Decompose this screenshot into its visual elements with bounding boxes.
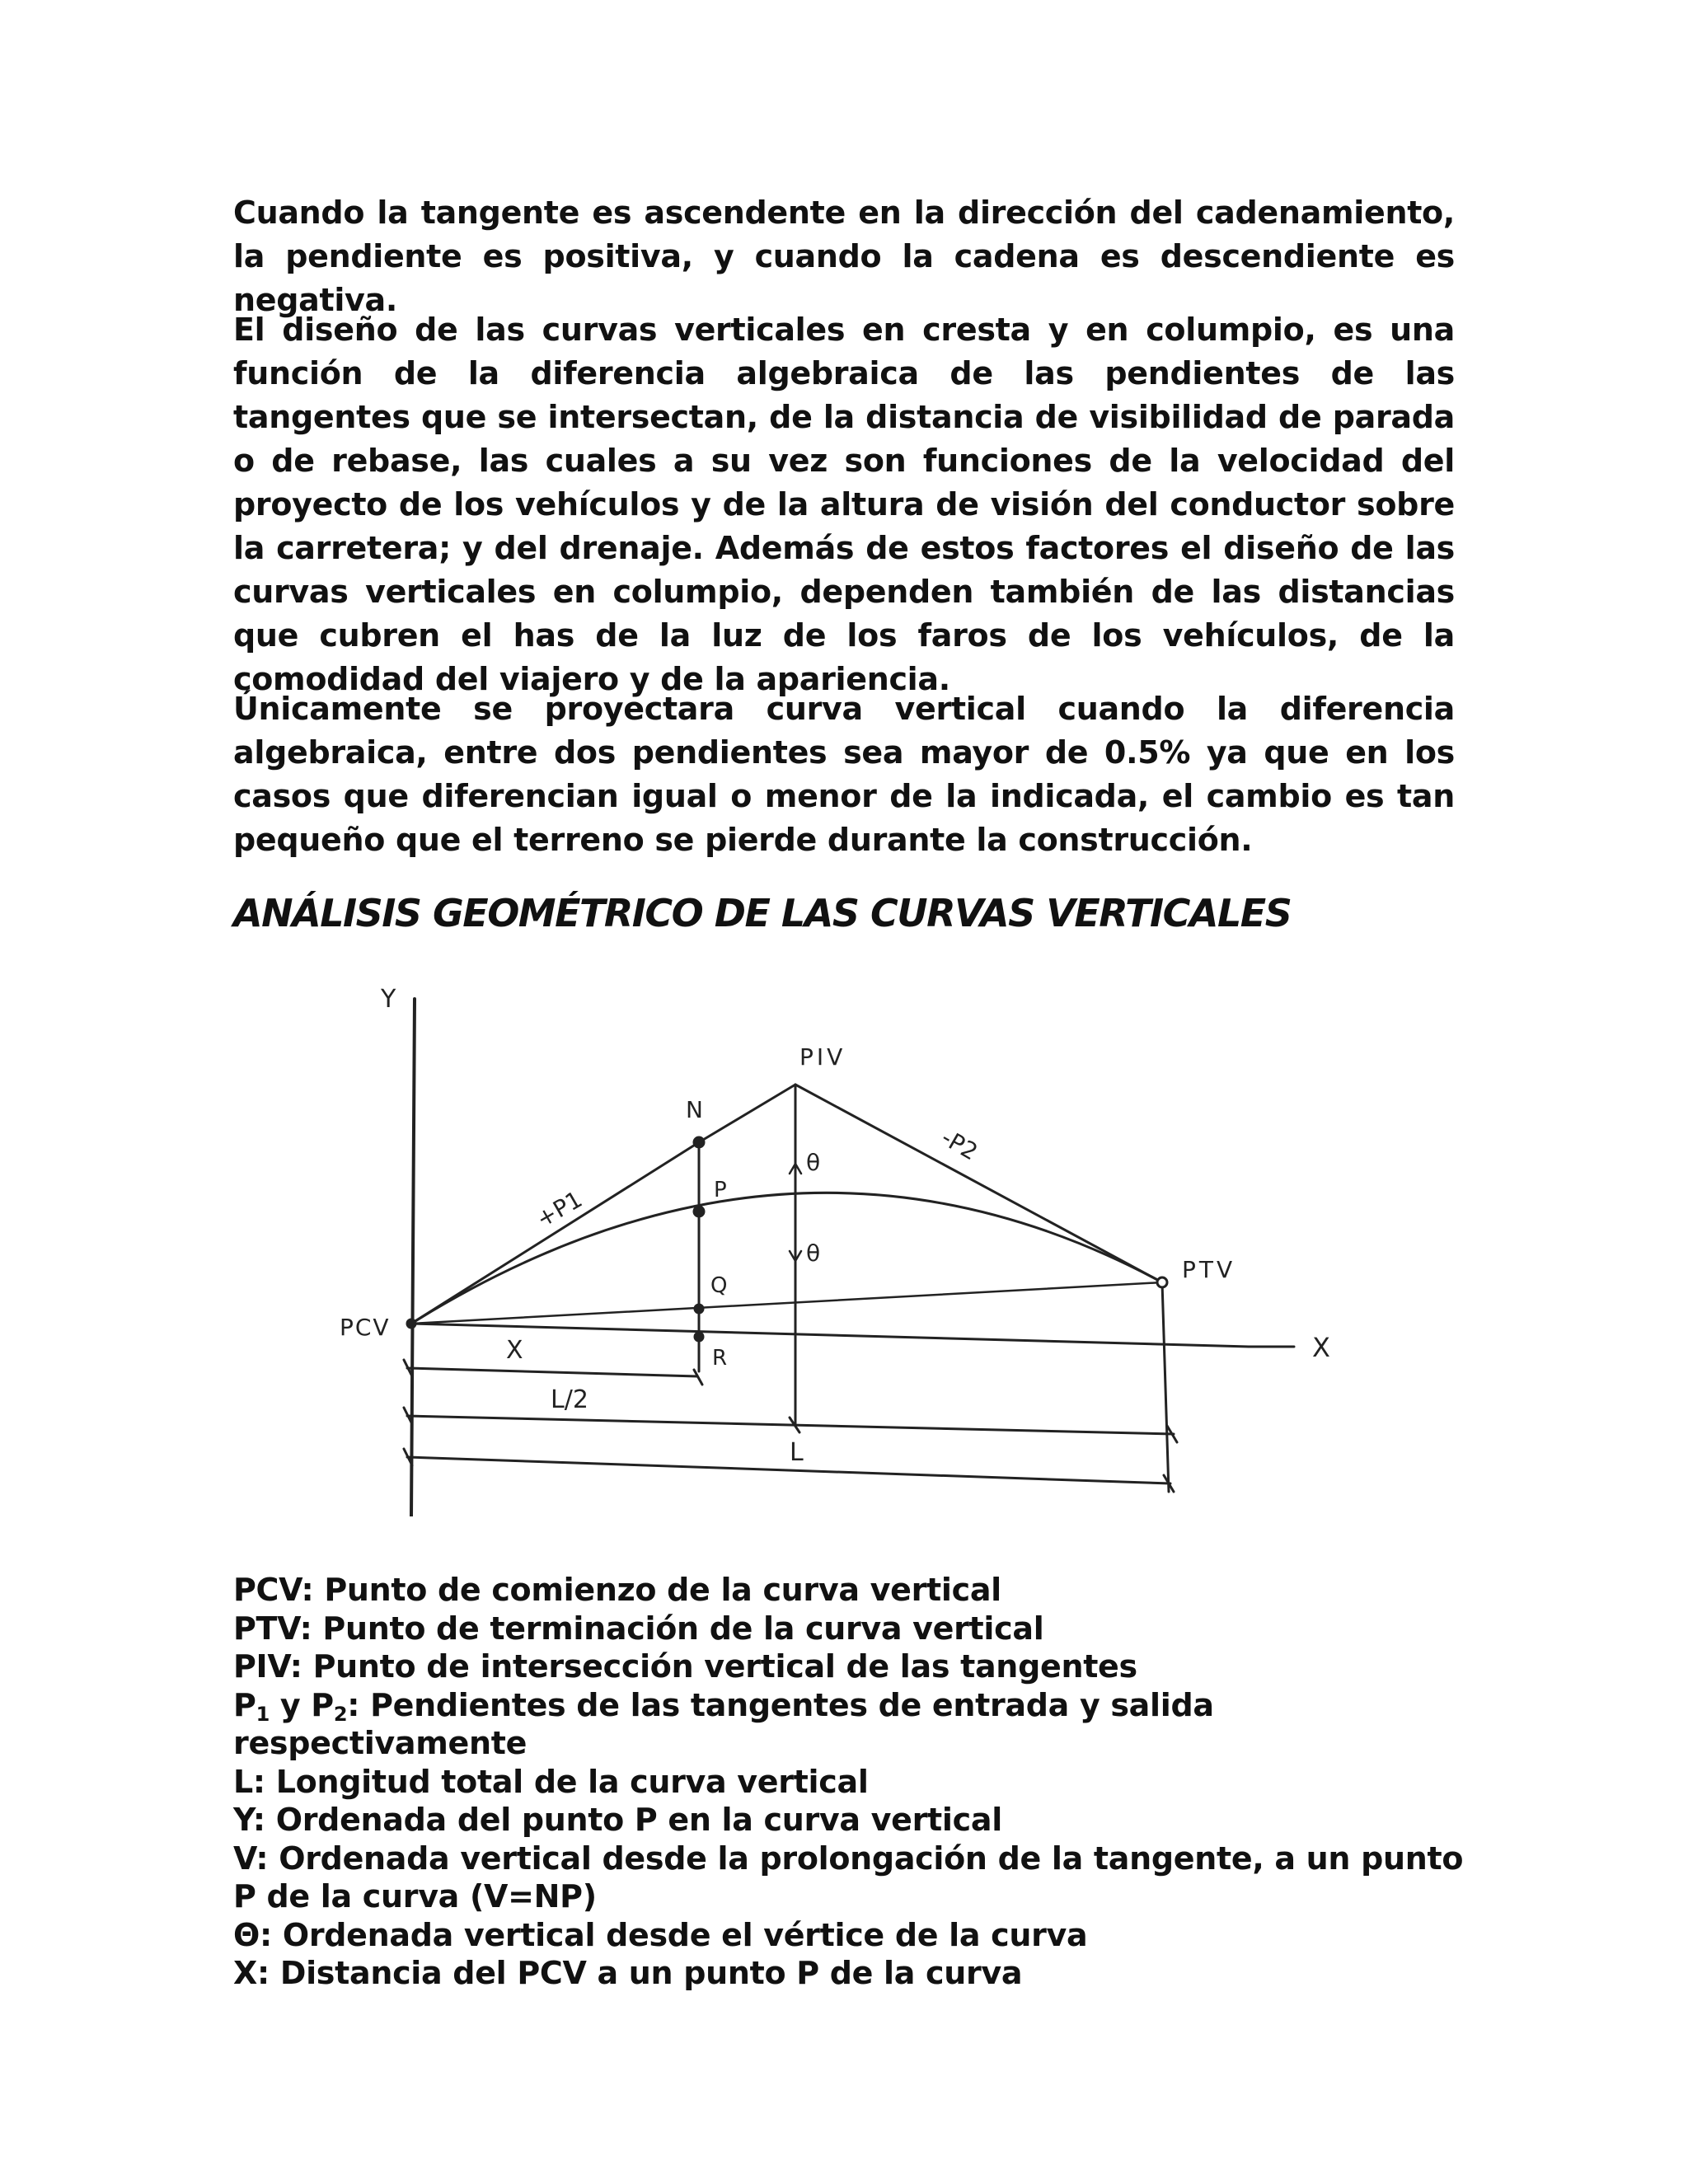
y-axis-line (411, 999, 415, 1516)
definition-slopes: $P_1$ y $P_2$: Pendientes de las tangentes de entrada y salida respectivamente (233, 1686, 1214, 1761)
pcv-label: PCV (340, 1314, 391, 1341)
piv-label: PIV (799, 1043, 846, 1071)
theta-upper-label: θ (806, 1149, 821, 1176)
y-axis-label: Y (381, 985, 396, 1014)
paragraph-minimum-difference: Únicamente se proyectara curva vertical cuando la diferencia algebraica, entre dos pendientes sea mayor de 0.5% ya que en los casos que diferencian igual o menor de la indicada, el cambio es tan pequeño que el terreno se pierde durante la construcción. (233, 691, 1455, 858)
definition-x: X: Distancia del PCV a un punto P de la curva (233, 1955, 1023, 1991)
definition-pcv: PCV: Punto de comienzo de la curva vertical (233, 1572, 1001, 1608)
slope-exit-label: -P2 (936, 1123, 982, 1166)
definition-y: Y: Ordenada del punto P en la curva vertical (233, 1802, 1002, 1838)
definition-ptv: PTV: Punto de terminación de la curva vertical (233, 1610, 1044, 1647)
definitions-list (233, 1571, 1470, 1993)
tangent-entry (411, 1142, 699, 1324)
x-axis-line (411, 1324, 1249, 1347)
length-label: L (790, 1438, 804, 1467)
theta-lower-label: θ (806, 1240, 821, 1267)
dim-line-full (407, 1457, 1170, 1483)
pcv-point (406, 1319, 416, 1329)
vertical-ptv (1162, 1282, 1169, 1492)
dim-line-half (407, 1368, 697, 1376)
n-point (693, 1137, 705, 1148)
paragraph-slope-sign: Cuando la tangente es ascendente en la dirección del cadenamiento, la pendiente es positiva, y cuando la cadena es descendiente es negativa. (233, 194, 1455, 318)
definition-theta: Θ: Ordenada vertical desde el vértice de la curva (233, 1916, 1088, 1953)
section-heading: ANÁLISIS GEOMÉTRICO DE LAS CURVAS VERTICALES (233, 891, 1292, 935)
x-dimension-label: X (506, 1336, 523, 1365)
half-length-label: L/2 (551, 1385, 588, 1414)
tangent-exit (795, 1085, 1162, 1282)
q-point (694, 1304, 704, 1314)
x-axis-label: X (1312, 1332, 1330, 1363)
q-label: Q (710, 1273, 728, 1298)
paragraph-design-factors: El diseño de las curvas verticales en cresta y en columpio, es una función de la diferencia algebraica de las pendientes de las tangentes que se intersectan, de la distancia de visibilidad de parada o de rebase, las cuales a su vez son funciones de la velocidad del proyecto de los vehículos y de la altura de visión del conductor sobre la carretera; y del drenaje. Además de estos factores el diseño de las curvas verticales en columpio, dependen también de las distancias que cubren el has de la luz de los faros de los vehículos, de la comodidad del viajero y de la apariencia. (233, 312, 1455, 697)
r-label: R (712, 1346, 728, 1371)
definition-length: L: Longitud total de la curva vertical (233, 1763, 869, 1800)
slope-entry-label: +P1 (532, 1185, 587, 1234)
chord-line (411, 1282, 1162, 1324)
r-point (694, 1332, 704, 1342)
vertical-curve-diagram (321, 972, 1352, 1516)
p-point (693, 1206, 705, 1217)
p-label: P (714, 1178, 727, 1202)
definition-v: V: Ordenada vertical desde la prolongación de la tangente, a un punto P de la curva (V=NP) (233, 1840, 1464, 1915)
ptv-point (1157, 1277, 1167, 1287)
n-label: N (686, 1096, 703, 1123)
definition-piv: PIV: Punto de intersección vertical de las tangentes (233, 1648, 1137, 1685)
ptv-label: PTV (1182, 1256, 1236, 1283)
